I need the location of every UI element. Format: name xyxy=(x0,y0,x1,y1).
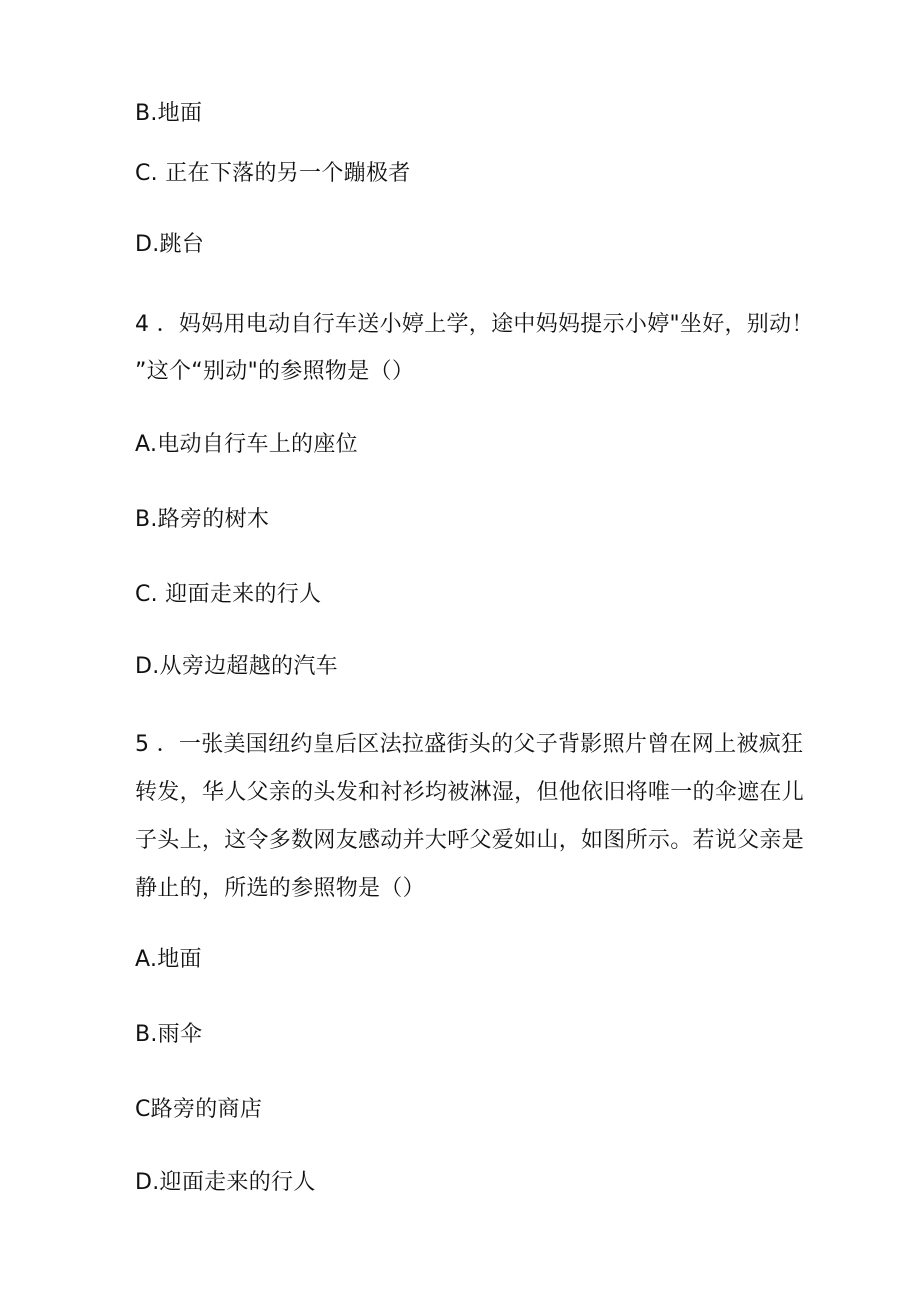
q4-stem-line-2: ”这个“别动"的参照物是（） xyxy=(135,359,415,384)
q5-stem-line-1: 5 ．一张美国纽约皇后区法拉盛街头的父子背影照片曾在网上被疯狂 xyxy=(135,732,804,757)
q5-option-d: D.迎面走来的行人 xyxy=(135,1170,316,1195)
q3-option-b: B.地面 xyxy=(135,101,203,126)
q5-stem-line-4: 静止的，所选的参照物是（） xyxy=(135,876,425,901)
q5-stem-line-2: 转发，华人父亲的头发和衬衫均被淋湿，但他依旧将唯一的伞遮在儿 xyxy=(135,780,805,805)
q5-option-c: C路旁的商店 xyxy=(135,1097,263,1122)
q5-stem-line-3: 子头上，这令多数网友感动并大呼父爱如山，如图所示。若说父亲是 xyxy=(135,828,805,853)
q4-option-a: A.电动自行车上的座位 xyxy=(135,432,358,457)
q5-option-a: A.地面 xyxy=(135,947,202,972)
q4-option-c: C. 迎面走来的行人 xyxy=(135,582,322,607)
q3-option-d: D.跳台 xyxy=(135,232,205,257)
q4-stem-line-1: 4 ．妈妈用电动自行车送小婷上学，途中妈妈提示小婷"坐好，别动！ xyxy=(135,312,814,337)
q3-option-c: C. 正在下落的另一个蹦极者 xyxy=(135,161,411,186)
q5-option-b: B.雨伞 xyxy=(135,1022,203,1047)
q4-option-b: B.路旁的树木 xyxy=(135,507,270,532)
q4-option-d: D.从旁边超越的汽车 xyxy=(135,654,338,679)
